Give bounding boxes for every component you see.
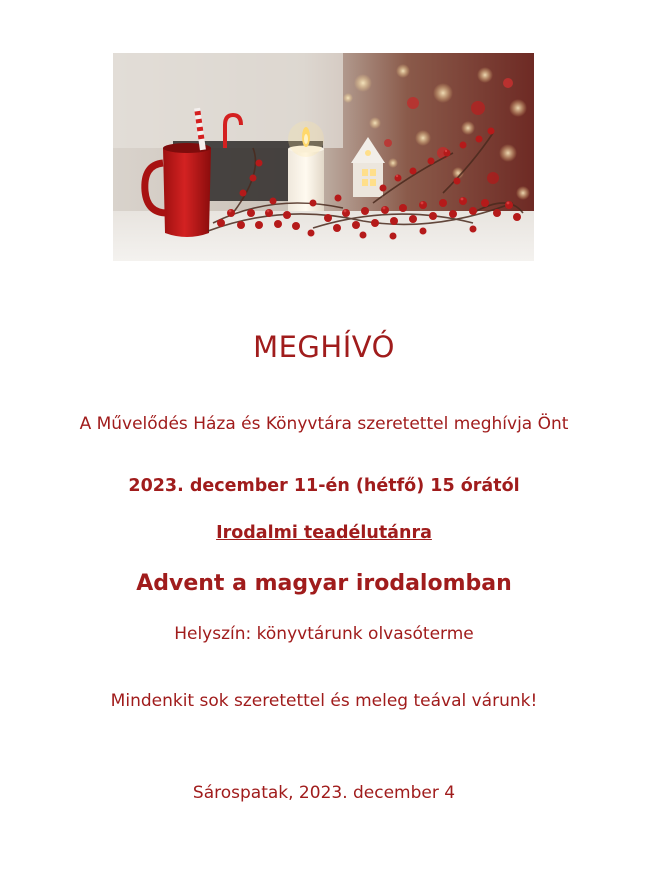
christmas-photo — [113, 53, 534, 261]
event-title: Advent a magyar irodalomban — [136, 571, 512, 596]
closing-message: Mindenkit sok szeretettel és meleg teával várunk! — [110, 691, 538, 711]
place-and-date: Sárospatak, 2023. december 4 — [192, 783, 456, 803]
invitation-intro: A Művelődés Háza és Könyvtára szeretettel meghívja Önt — [79, 414, 569, 434]
event-type: Irodalmi teadélutánra — [216, 523, 432, 543]
event-date-time: 2023. december 11-én (hétfő) 15 órától — [128, 476, 520, 496]
event-location: Helyszín: könyvtárunk olvasóterme — [174, 624, 474, 644]
invitation-title: MEGHÍVÓ — [253, 330, 395, 364]
